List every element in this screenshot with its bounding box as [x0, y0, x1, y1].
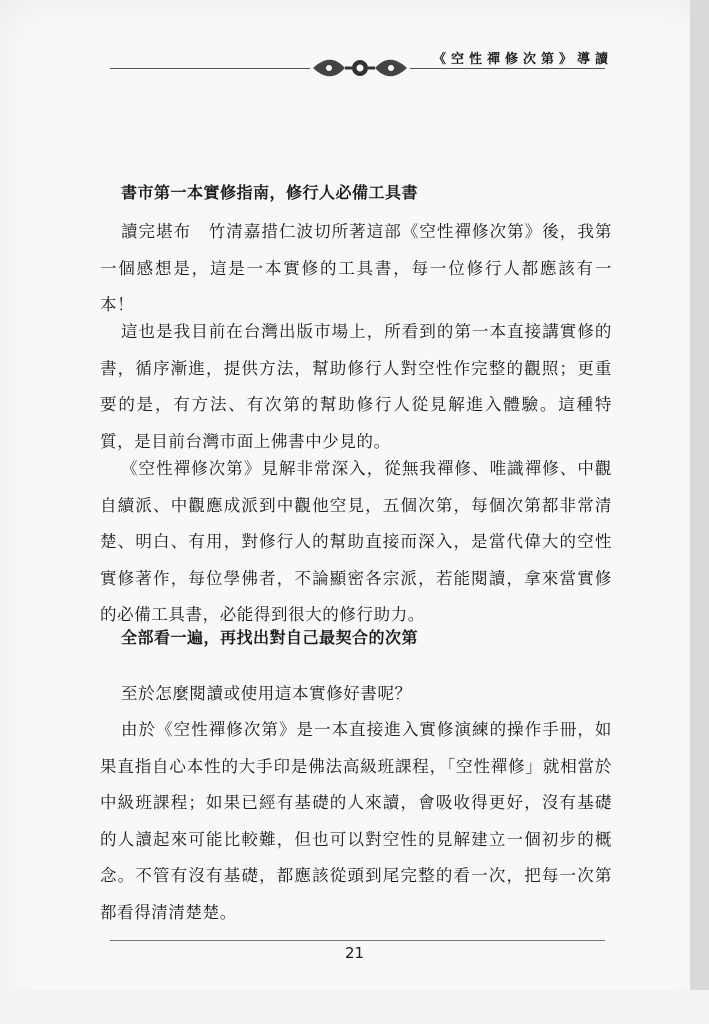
running-header: 《空性禪修次第》導讀 — [427, 48, 613, 67]
ornament-icon — [305, 55, 415, 81]
paragraph: 由於《空性禪修次第》是一本直接進入實修演練的操作手冊，如果直指自心本性的大手印是佛法高級班課程，「空性禪修」就相當於中級班課程；如果已經有基礎的人來讀，會吸收得更好，沒有基礎的人讀起來可能比較難，但也可以對空性的見解建立一個初步的概念。不管有沒有基礎，都應該從頭到尾完整的看一次，把每一次第都看得清清楚楚。 — [100, 720, 612, 922]
page-number: 21 — [344, 944, 365, 962]
section-heading: 書市第一本實修指南，修行人必備工具書 — [121, 183, 419, 202]
paragraph: 這也是我目前在台灣出版市場上，所看到的第一本直接講實修的書，循序漸進，提供方法，幫助修行人對空性作完整的觀照；更重要的是，有方法、有次第的幫助修行人從見解進入體驗。這種特質，是目前台灣市面上佛書中少見的。 — [100, 322, 612, 451]
footer-rule — [110, 940, 605, 941]
paragraph: 《空性禪修次第》見解非常深入，從無我禪修、唯識禪修、中觀自續派、中觀應成派到中觀他空見，五個次第，每個次第都非常清楚、明白、有用，對修行人的幫助直接而深入，是當代偉大的空性實修著作，每位學佛者，不論顯密各宗派，若能閱讀，拿來當實修的必備工具書，必能得到很大的修行助力。 — [100, 459, 612, 624]
paragraph: 至於怎麼閱讀或使用這本實修好書呢？ — [121, 684, 412, 703]
page-edge — [690, 0, 709, 1024]
paragraph: 讀完堪布 竹清嘉措仁波切所著這部《空性禪修次第》後，我第一個感想是，這是一本實修的工具書，每一位修行人都應該有一本！ — [100, 222, 612, 314]
bottom-margin — [0, 990, 709, 1024]
section-heading: 全部看一遍，再找出對自己最契合的次第 — [121, 628, 419, 647]
